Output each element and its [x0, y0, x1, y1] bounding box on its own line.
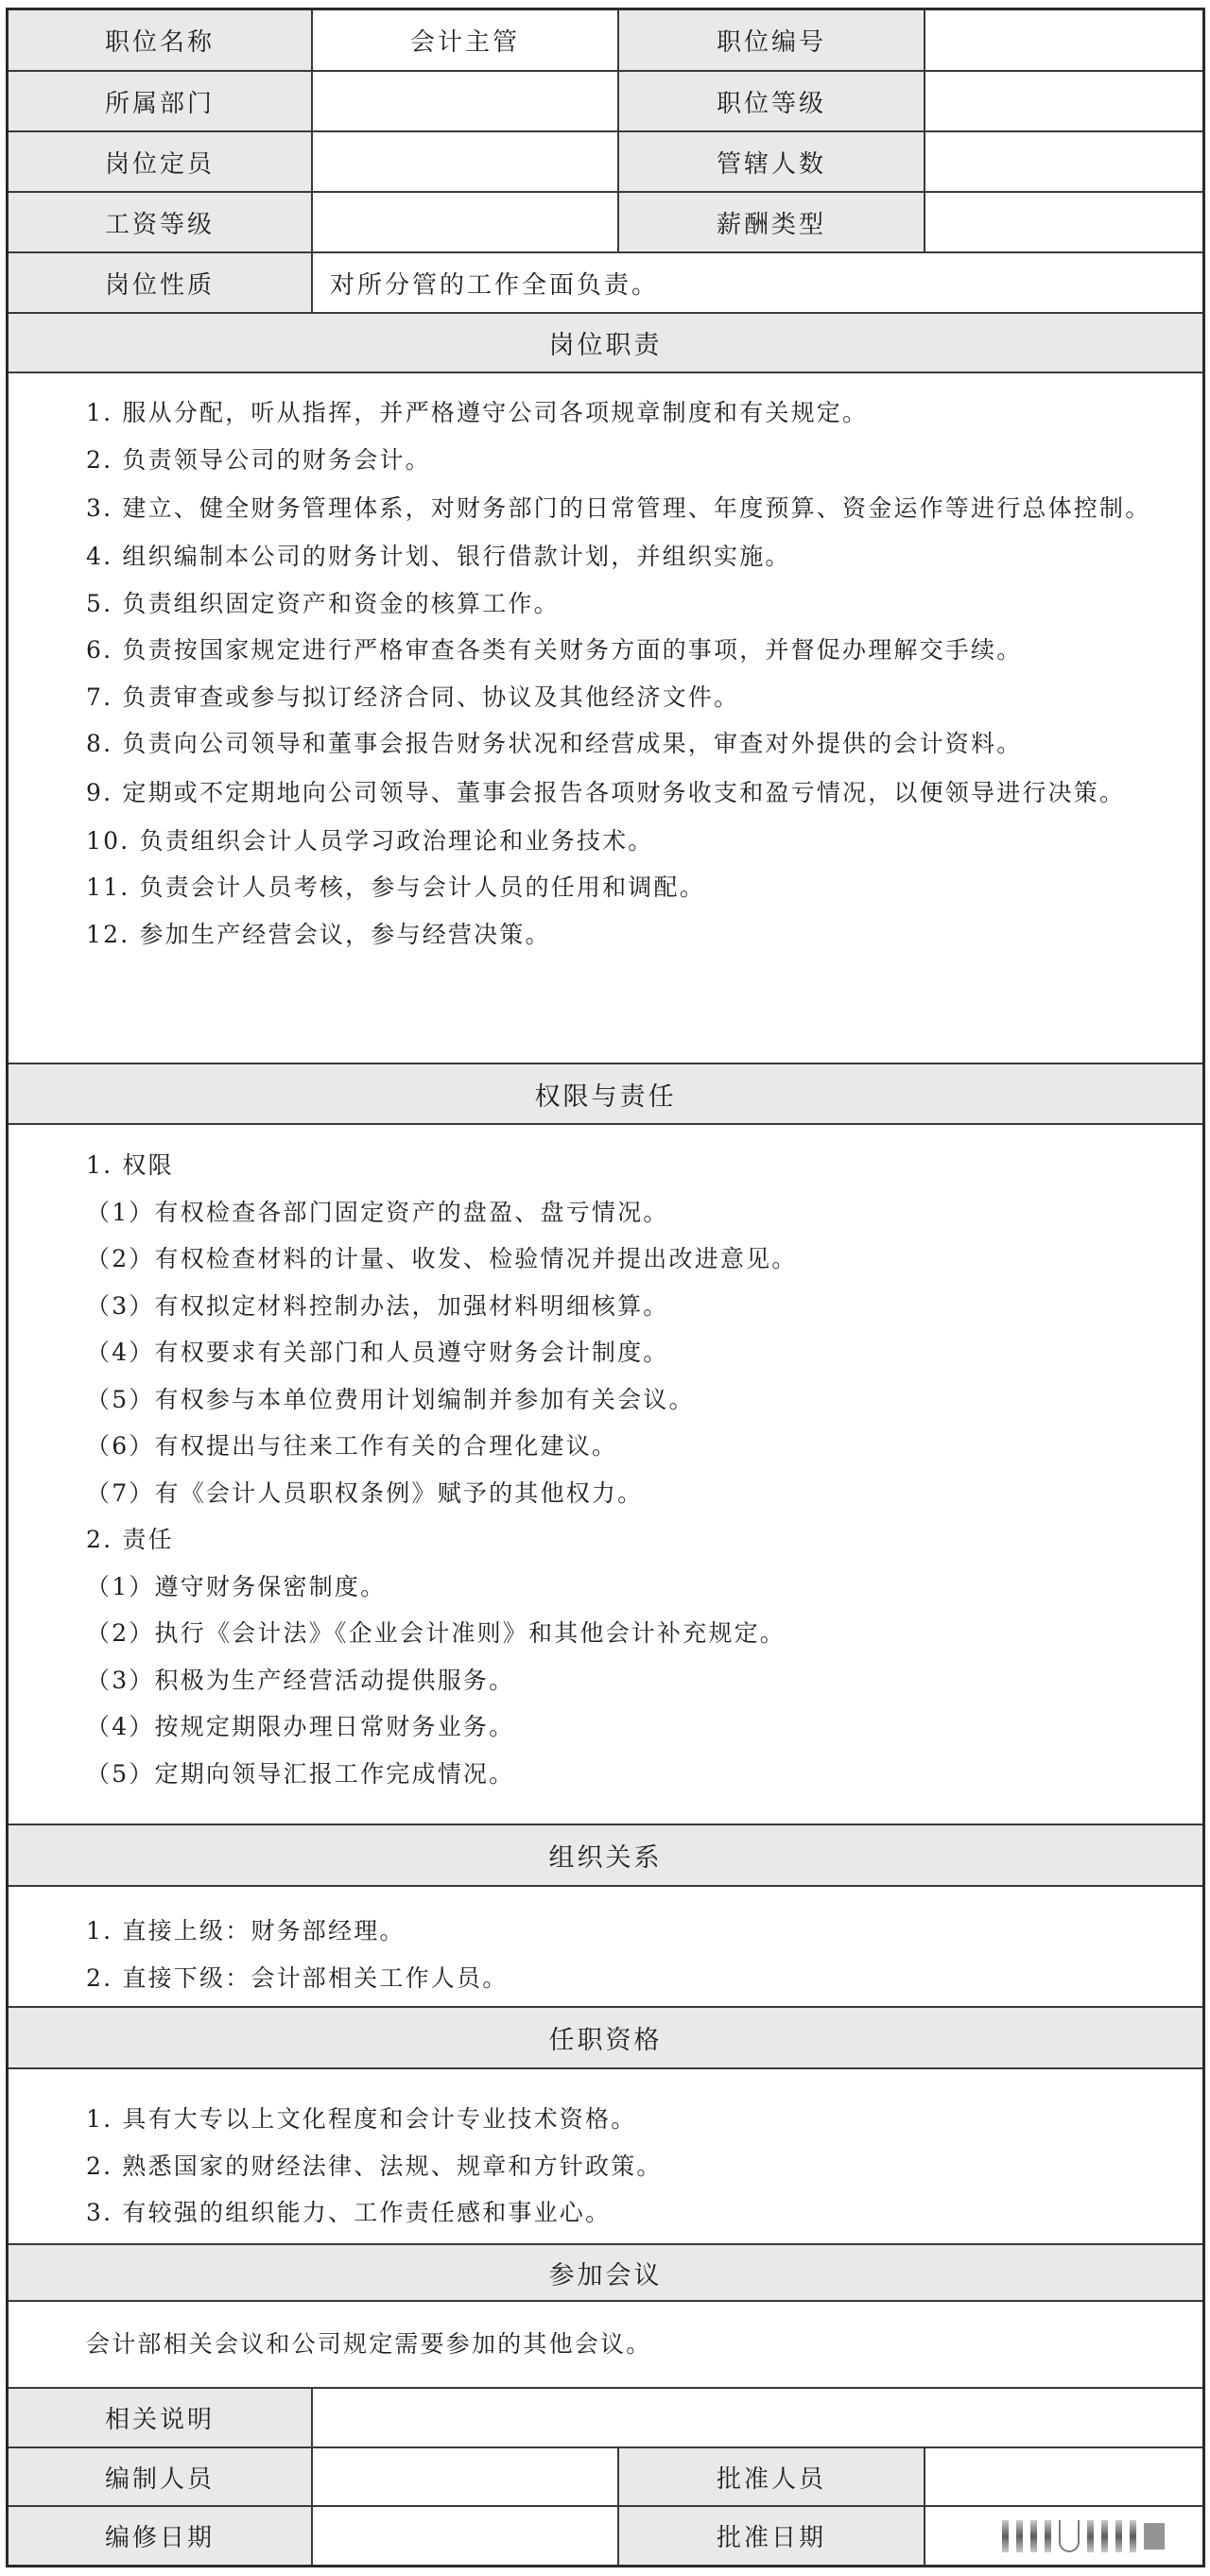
- section-header-duties: 岗位职责: [9, 314, 1202, 373]
- watermark-bar-icon: [1045, 2520, 1051, 2552]
- rights-item: （1）有权检查各部门固定资产的盘盈、盘亏情况。: [86, 1198, 669, 1226]
- field-value-prepared-by: [311, 2448, 617, 2505]
- rights-item: （3）有权拟定材料控制办法，加强材料明细核算。: [86, 1291, 669, 1320]
- field-label-notes: 相关说明: [9, 2389, 311, 2446]
- field-label-nature: 岗位性质: [9, 253, 311, 312]
- rights-item: （2）有权检查材料的计量、收发、检验情况并提出改进意见。: [86, 1245, 798, 1272]
- responsibility-item: （5）定期向领导汇报工作完成情况。: [86, 1759, 515, 1788]
- field-label-revision-date: 编修日期: [9, 2507, 311, 2565]
- info-row: [9, 132, 1202, 193]
- field-value-revision-date: [311, 2507, 617, 2565]
- info-row: [9, 193, 1202, 253]
- field-value-department: [311, 72, 617, 130]
- nature-row: [9, 253, 1202, 314]
- watermark-bar-icon: [1087, 2520, 1094, 2552]
- section-body-authority: [9, 1125, 1202, 1825]
- duty-item: 8. 负责向公司领导和董事会报告财务状况和经营成果，审查对外提供的会计资料。: [86, 730, 1023, 757]
- field-value-approval-date: [924, 2507, 1202, 2565]
- section-body-duties: [9, 373, 1202, 1064]
- rights-heading: 1. 权限: [86, 1151, 174, 1179]
- field-label-department: 所属部门: [9, 72, 311, 130]
- responsibility-item: （2）执行《会计法》《企业会计准则》和其他会计补充规定。: [86, 1619, 786, 1647]
- responsibilities-heading: 2. 责任: [86, 1526, 174, 1553]
- section-header-organization: 组织关系: [9, 1825, 1202, 1887]
- rights-item: （5）有权参与本单位费用计划编制并参加有关会议。: [86, 1385, 695, 1413]
- info-row: [9, 10, 1202, 72]
- field-value-position-name: 会计主管: [311, 10, 617, 70]
- section-header-authority: 权限与责任: [9, 1064, 1202, 1125]
- watermark-logo-icon: [1002, 2517, 1165, 2555]
- duty-item: 9. 定期或不定期地向公司领导、董事会报告各项财务收支和盈亏情况，以便领导进行决策。: [86, 778, 1126, 806]
- section-body-meetings: [9, 2302, 1202, 2389]
- field-label-salary-grade: 工资等级: [9, 193, 311, 251]
- responsibility-item: （4）按规定期限办理日常财务业务。: [86, 1713, 515, 1740]
- watermark-bar-icon: [1130, 2520, 1136, 2552]
- rights-item: （4）有权要求有关部门和人员遵守财务会计制度。: [86, 1339, 669, 1366]
- field-value-pay-type: [924, 193, 1202, 251]
- duty-item: 1. 服从分配，听从指挥，并严格遵守公司各项规章制度和有关规定。: [86, 399, 869, 426]
- duty-item: 4. 组织编制本公司的财务计划、银行借款计划，并组织实施。: [86, 543, 791, 570]
- job-description-table: [6, 8, 1205, 2567]
- field-label-position-code: 职位编号: [617, 10, 924, 70]
- duty-item: 2. 负责领导公司的财务会计。: [86, 445, 431, 474]
- watermark-bar-icon: [1101, 2520, 1108, 2552]
- field-label-prepared-by: 编制人员: [9, 2448, 311, 2505]
- meetings-text: 会计部相关会议和公司规定需要参加的其他会议。: [86, 2330, 652, 2359]
- watermark-bar-icon: [1030, 2520, 1037, 2552]
- responsibility-item: （1）遵守财务保密制度。: [86, 1572, 387, 1600]
- field-value-position-grade: [924, 72, 1202, 130]
- rights-item: （7）有《会计人员职权条例》赋予的其他权力。: [86, 1478, 644, 1507]
- duty-item: 6. 负责按国家规定进行严格审查各类有关财务方面的事项，并督促办理解交手续。: [86, 636, 1023, 664]
- date-row: [9, 2507, 1202, 2565]
- section-body-organization: [9, 1887, 1202, 2008]
- field-value-salary-grade: [311, 193, 617, 251]
- field-value-approved-by: [924, 2448, 1202, 2505]
- field-value-headcount: [311, 132, 617, 191]
- notes-row: [9, 2389, 1202, 2448]
- qualification-item: 1. 具有大专以上文化程度和会计专业技术资格。: [86, 2105, 637, 2133]
- section-header-qualifications: 任职资格: [9, 2008, 1202, 2069]
- field-value-subordinates: [924, 132, 1202, 191]
- field-label-approval-date: 批准日期: [617, 2507, 924, 2565]
- field-value-nature: 对所分管的工作全面负责。: [311, 253, 1202, 312]
- field-label-subordinates: 管辖人数: [617, 132, 924, 191]
- field-label-headcount: 岗位定员: [9, 132, 311, 191]
- field-label-pay-type: 薪酬类型: [617, 193, 924, 251]
- approval-row: [9, 2448, 1202, 2507]
- section-body-qualifications: [9, 2069, 1202, 2239]
- field-label-approved-by: 批准人员: [617, 2448, 924, 2505]
- watermark-block-icon: [1144, 2523, 1165, 2550]
- responsibility-item: （3）积极为生产经营活动提供服务。: [86, 1666, 515, 1694]
- duty-item: 5. 负责组织固定资产和资金的核算工作。: [86, 589, 560, 617]
- duty-item: 10. 负责组织会计人员学习政治理论和业务技术。: [86, 826, 654, 855]
- section-header-meetings: 参加会议: [9, 2245, 1202, 2302]
- watermark-bar-icon: [1002, 2520, 1009, 2552]
- field-label-position-grade: 职位等级: [617, 72, 924, 130]
- duty-item: 3. 建立、健全财务管理体系，对财务部门的日常管理、年度预算、资金运作等进行总体控制。: [86, 494, 1151, 522]
- rights-item: （6）有权提出与往来工作有关的合理化建议。: [86, 1432, 618, 1460]
- watermark-bar-icon: [1115, 2520, 1122, 2552]
- watermark-cup-icon: [1059, 2520, 1080, 2552]
- field-label-position-name: 职位名称: [9, 10, 311, 70]
- field-value-position-code: [924, 10, 1202, 70]
- org-item: 1. 直接上级：财务部经理。: [86, 1917, 406, 1945]
- duty-item: 12. 参加生产经营会议，参与经营决策。: [86, 920, 551, 948]
- info-row: [9, 72, 1202, 132]
- qualification-item: 2. 熟悉国家的财经法律、法规、规章和方针政策。: [86, 2152, 663, 2180]
- qualification-item: 3. 有较强的组织能力、工作责任感和事业心。: [86, 2199, 612, 2226]
- field-value-notes: [311, 2389, 1202, 2446]
- watermark-bar-icon: [1016, 2520, 1023, 2552]
- org-item: 2. 直接下级：会计部相关工作人员。: [86, 1963, 509, 1992]
- duty-item: 11. 负责会计人员考核，参与会计人员的任用和调配。: [86, 873, 705, 901]
- duty-item: 7. 负责审查或参与拟订经济合同、协议及其他经济文件。: [86, 683, 740, 711]
